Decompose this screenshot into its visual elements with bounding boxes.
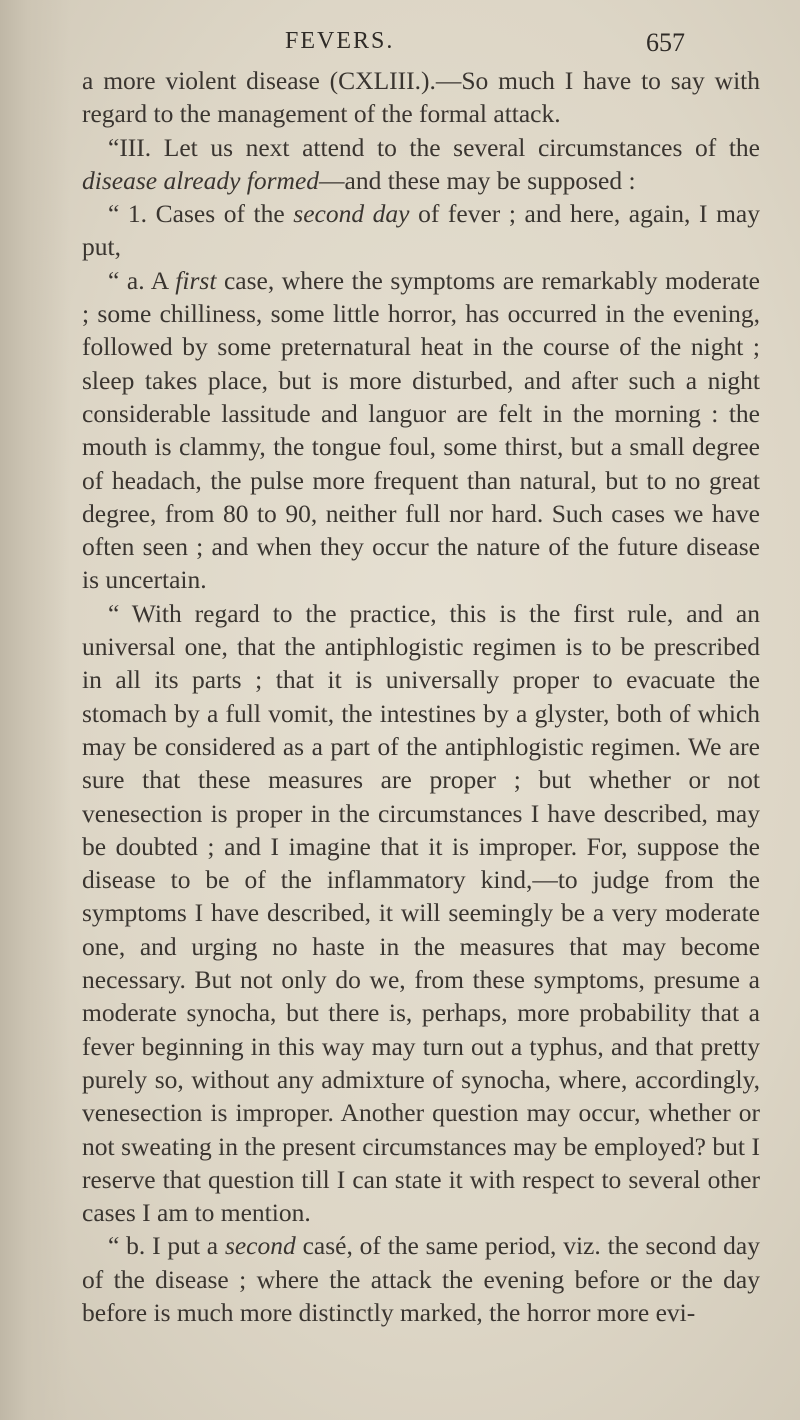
paragraph-3-italic: second day [293, 199, 410, 229]
paragraph-2 [82, 131, 760, 198]
paragraph-4-tail: case, where the symptoms are remarkably moderate ; some chilliness, some little horror, has occurred in the evening, followed by some preternatural heat in the course of the night ; sleep takes place, but is more disturbed, and after such a night considerable lassitude and languor are felt in the morning : the mouth is clammy, the tongue foul, some thirst, but a small degree of headach, the pulse more frequent than natural, but to no great degree, from 80 to 90, neither full nor hard. Such cases we have often seen ; and when they occur the nature of the future disease is uncertain. [82, 265, 760, 595]
page-number: 657 [646, 28, 685, 57]
running-title: FEVERS. [285, 28, 395, 54]
page-gutter-shadow [0, 0, 70, 1420]
paragraph-4-italic: first [175, 265, 217, 295]
paragraph-6-lead: “ b. I put a [108, 1231, 225, 1261]
paragraph-6-italic: second [224, 1231, 296, 1261]
body-text [82, 64, 760, 1329]
paragraph-3-tail: of fever ; and here, again, I may put, [82, 199, 760, 262]
paragraph-3 [82, 197, 760, 264]
paragraph-4 [82, 264, 760, 597]
page-header [285, 28, 685, 62]
paragraph-4-lead: “ a. A [108, 265, 176, 295]
paragraph-2-tail: —and these may be supposed : [319, 165, 636, 195]
paragraph-1: a more violent disease (CXLIII.).—So much I have to say with regard to the management of the formal attack. [82, 66, 760, 129]
paragraph-2-italic: disease already formed [82, 165, 320, 195]
paragraph-5: “ With regard to the practice, this is the first rule, and an universal one, that the antiphlogistic regimen is to be prescribed in all its parts ; that it is universally proper to evacuate the stomach by a full vomit, the intestines by a glyster, both of which may be considered as a part of the antiphlogistic regimen. We are sure that these measures are proper ; but whether or not venesection is proper in the circumstances I have described, may be doubted ; and I imagine that it is improper. For, suppose the disease to be of the inflammatory kind,—to judge from the symptoms I have described, it will seemingly be a very moderate one, and urging no haste in the measures that may become necessary. But not only do we, from these symptoms, presume a moderate synocha, but there is, perhaps, more probability that a fever beginning in this way may turn out a typhus, and that pretty purely so, without any admixture of synocha, where, accordingly, venesection is improper. Another question may occur, whether or not sweating in the present circumstances may be employed? but I reserve that question till I can state it with respect to several other cases I am to mention. [82, 598, 760, 1228]
paragraph-3-lead: “ 1. Cases of the [108, 199, 294, 229]
paragraph-2-lead: “III. Let us next attend to the several circumstances of the [108, 132, 760, 162]
paragraph-6 [82, 1229, 760, 1329]
paragraph-6-tail: casé, of the same period, viz. the second day of the disease ; where the attack the evening before or the day before is much more distinctly marked, the horror more evi- [82, 1231, 760, 1327]
